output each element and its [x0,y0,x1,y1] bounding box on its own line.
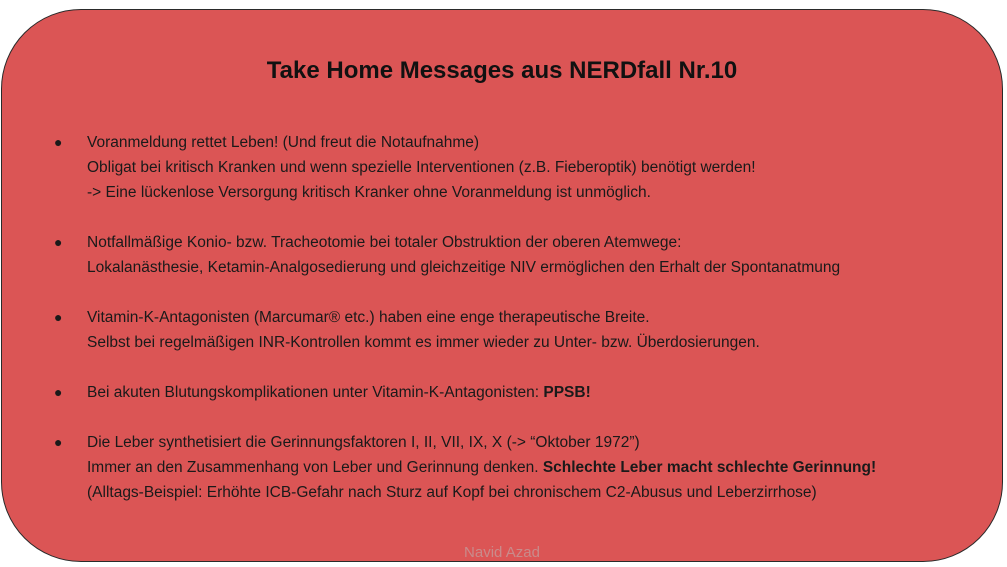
message-item-5 [2,430,1002,505]
slide-title: Take Home Messages aus NERDfall Nr.10 [266,57,738,84]
message-4-line-1 [87,380,1002,405]
message-item-4 [2,380,1002,405]
message-item-1 [2,130,1002,205]
message-2-line-1: Notfallmäßige Konio- bzw. Tracheotomie bei totaler Obstruktion der oberen Atemwege: [87,234,682,251]
message-item-2 [2,230,1002,280]
message-5-line-1: Die Leber synthetisiert die Gerinnungsfaktoren I, II, VII, IX, X (-> “Oktober 1972”) [87,434,640,451]
bullet-icon: ● [54,384,63,400]
take-home-messages-list [2,130,1002,530]
message-4-text: Bei akuten Blutungskomplikationen unter Vitamin-K-Antagonisten: [87,384,544,401]
message-5-line-2 [87,455,1002,480]
slide-card [1,9,1003,562]
bullet-icon: ● [54,134,63,150]
message-5-text: Immer an den Zusammenhang von Leber und Gerinnung denken. [87,459,543,476]
bullet-icon: ● [54,234,63,250]
message-1-line-2: Obligat bei kritisch Kranken und wenn spezielle Interventionen (z.B. Fieberoptik) benötigt werden! [87,159,756,176]
message-3-line-2: Selbst bei regelmäßigen INR-Kontrollen kommt es immer wieder zu Unter- bzw. Überdosierungen. [87,334,760,351]
message-3-line-1: Vitamin-K-Antagonisten (Marcumar® etc.) haben eine enge therapeutische Breite. [87,309,650,326]
bullet-icon: ● [54,434,63,450]
message-2-line-2: Lokalanästhesie, Ketamin-Analgosedierung und gleichzeitige NIV ermöglichen den Erhalt der Spontanatmung [87,259,841,276]
message-1-line-3: -> Eine lückenlose Versorgung kritisch Kranker ohne Voranmeldung ist unmöglich. [87,184,651,201]
bullet-icon: ● [54,309,63,325]
message-1-line-1: Voranmeldung rettet Leben! (Und freut die Notaufnahme) [87,134,480,151]
message-5-line-3: (Alltags-Beispiel: Erhöhte ICB-Gefahr nach Sturz auf Kopf bei chronischem C2-Abusus und Leberzirrhose) [87,484,817,501]
author-credit: Navid Azad [464,544,540,561]
message-5-emphasis: Schlechte Leber macht schlechte Gerinnung! [542,459,877,476]
message-item-3 [2,305,1002,355]
message-4-emphasis: PPSB! [543,384,591,401]
